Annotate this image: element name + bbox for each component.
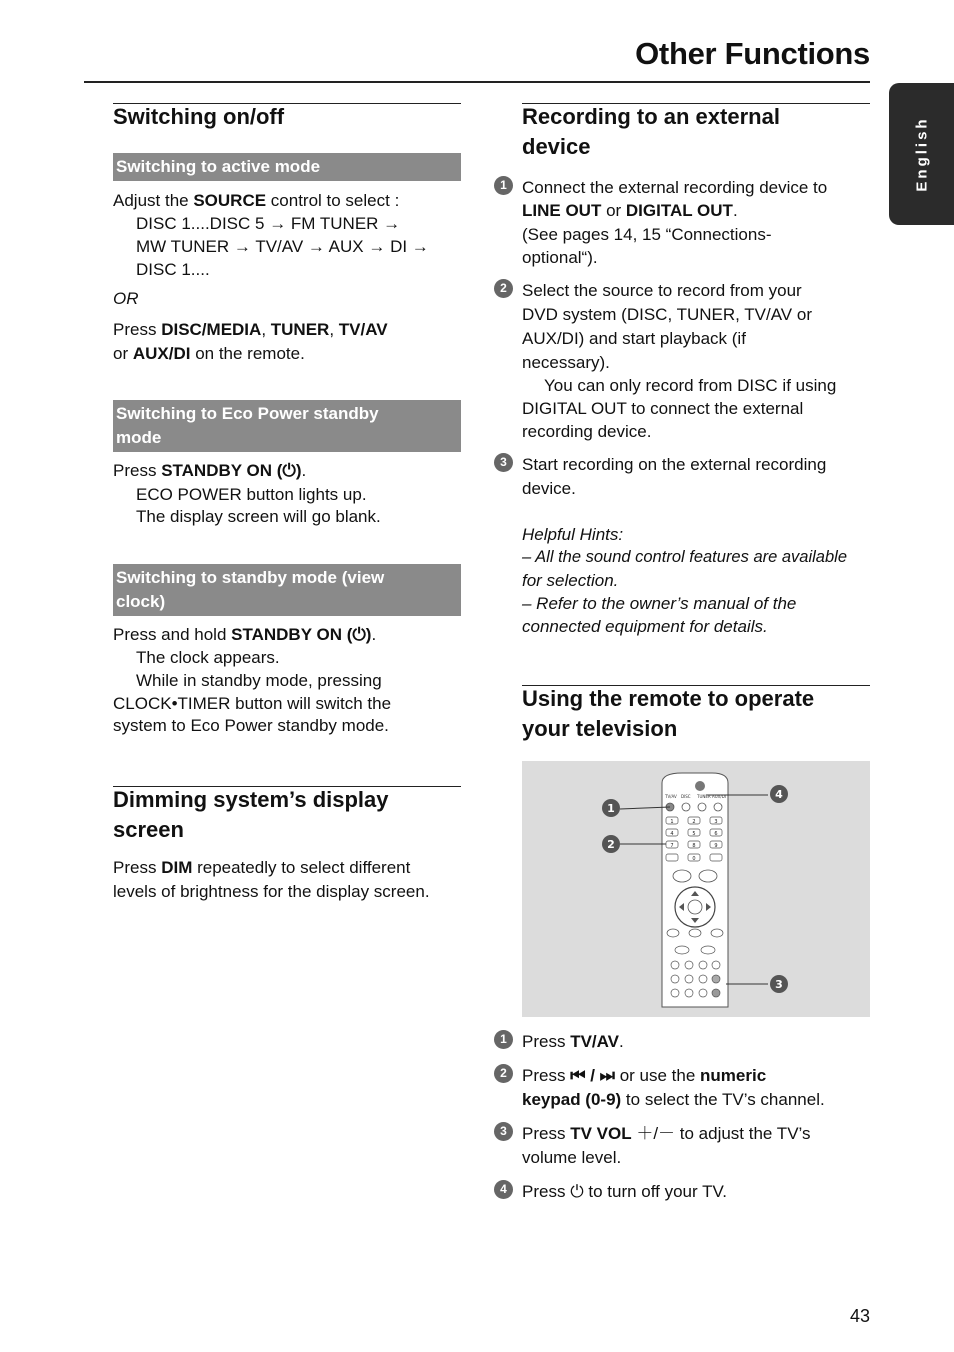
plus-minus-icon: ＋/－ [631,1124,676,1143]
language-tab [889,83,954,225]
recording-heading-line-1: Recording to an external [522,104,780,129]
active-line-4: DISC 1.... [136,260,210,279]
eco-standby-bar [113,400,461,452]
callout-3: 3 [775,978,783,991]
key-4: 4 [670,831,674,837]
active-line-1: Adjust the SOURCE control to select : [113,191,400,210]
rec-step-2-line-2: DVD system (DISC, TUNER, TV/AV or [522,305,812,324]
left-column [113,0,461,1352]
tv-step-1-badge: 1 [494,1030,513,1049]
rec-step-2-line-1: Select the source to record from your [522,281,802,300]
rec-step-2-line-3: AUX/DI) and start playback (if [522,329,746,348]
label-disc: DISC [681,794,691,799]
standby-press-line: Press and hold STANDBY ON (⏻). [113,625,377,644]
hint-2-line-1: – Refer to the owner’s manual of the [522,594,797,613]
active-line-2: DISC 1....DISC 5 → FM TUNER → [136,214,401,233]
active-press-line-2: or AUX/DI on the remote. [113,344,305,363]
recording-heading-line-2: device [522,134,591,159]
label-tvav: TV/AV [665,794,677,799]
tv-step-2-line-1: Press ⏮ / ⏭ or use the numeric [522,1066,767,1085]
step-2-badge: 2 [494,279,513,298]
active-line-3: MW TUNER → TV/AV → AUX → DI → [136,237,429,256]
hint-2-line-2: connected equipment for details. [522,617,768,636]
standby-line-2: The clock appears. [136,648,280,667]
key-2: 2 [692,819,696,825]
eco-bar-line-2: mode [116,428,162,447]
hints-title: Helpful Hints: [522,525,624,544]
key-7: 7 [670,843,674,849]
eco-bar-line-1: Switching to Eco Power standby [116,404,379,423]
eco-line-2: ECO POWER button lights up. [136,485,367,504]
active-mode-bar: Switching to active mode [113,153,461,181]
standby-clock-bar [113,564,461,616]
key-5: 5 [692,831,696,837]
key-1: 1 [670,819,674,825]
label-auxdi: AUX/DI [712,794,727,799]
prev-next-icon: ⏮ / ⏭ [570,1066,615,1085]
dimming-line-2: levels of brightness for the display screen. [113,882,430,901]
dimming-heading-line-2: screen [113,817,184,842]
tv-step-3-badge: 3 [494,1122,513,1141]
key-9: 9 [714,843,718,849]
rec-step-1-line-1: Connect the external recording device to [522,178,828,197]
callout-1: 1 [607,802,615,815]
standby-line-3: While in standby mode, pressing [136,671,382,690]
language-tab-label: English [913,116,930,192]
eco-press-line: Press STANDBY ON (⏻). [113,461,307,480]
tv-step-3-line-1: Press TV VOL ＋/－ to adjust the TV’s [522,1124,811,1143]
page-number: 43 [850,1306,871,1326]
rec-step-2-line-4: necessary). [522,353,610,372]
standby-bar-line-2: clock) [116,592,166,611]
standby-line-5: system to Eco Power standby mode. [113,716,389,735]
dimming-heading-line-1: Dimming system’s display [113,787,389,812]
callout-2: 2 [607,838,615,851]
rec-step-2-line-6: DIGITAL OUT to connect the external [522,399,804,418]
callout-4: 4 [775,788,783,801]
step-3-badge: 3 [494,453,513,472]
remote-heading-line-1: Using the remote to operate [522,686,815,711]
key-3: 3 [714,819,718,825]
tv-step-4: Press ⏻ to turn off your TV. [522,1182,727,1201]
tv-step-3-line-2: volume level. [522,1148,622,1167]
power-icon: ⏻ [570,1182,584,1201]
tv-step-2-badge: 2 [494,1064,513,1083]
label-tuner: TUNER [697,794,711,799]
step-1-badge: 1 [494,176,513,195]
standby-line-4: CLOCK•TIMER button will switch the [113,694,392,713]
rec-step-1-line-2: LINE OUT or DIGITAL OUT. [522,201,738,220]
switching-heading: Switching on/off [113,104,285,129]
dimming-line-1: Press DIM repeatedly to select different [113,858,411,877]
hint-1-line-1: – All the sound control features are available [522,548,848,566]
key-6: 6 [714,831,718,837]
rec-step-2-line-7: recording device. [522,422,652,441]
tv-step-4-badge: 4 [494,1180,513,1199]
key-8: 8 [692,843,696,849]
rec-step-1-line-3: (See pages 14, 15 “Connections- [522,225,772,244]
eco-line-3: The display screen will go blank. [136,507,381,526]
or-label: OR [113,289,139,308]
tv-step-2-line-2: keypad (0-9) to select the TV’s channel. [522,1090,825,1109]
rec-step-1-line-4: optional“). [522,248,598,267]
page-title: Other Functions [635,36,870,71]
active-press-line-1: Press DISC/MEDIA, TUNER, TV/AV [113,320,388,339]
rec-step-3-line-1: Start recording on the external recording [522,455,827,474]
remote-steps [500,0,870,1352]
key-0: 0 [692,856,696,862]
standby-bar-line-1: Switching to standby mode (view [116,568,385,587]
rec-step-3-line-2: device. [522,479,576,498]
tv-step-1: Press TV/AV. [522,1032,624,1051]
rec-step-2-line-5: You can only record from DISC if using [544,376,837,395]
hint-1-line-2: for selection. [522,571,619,590]
remote-heading-line-2: your television [522,716,678,741]
